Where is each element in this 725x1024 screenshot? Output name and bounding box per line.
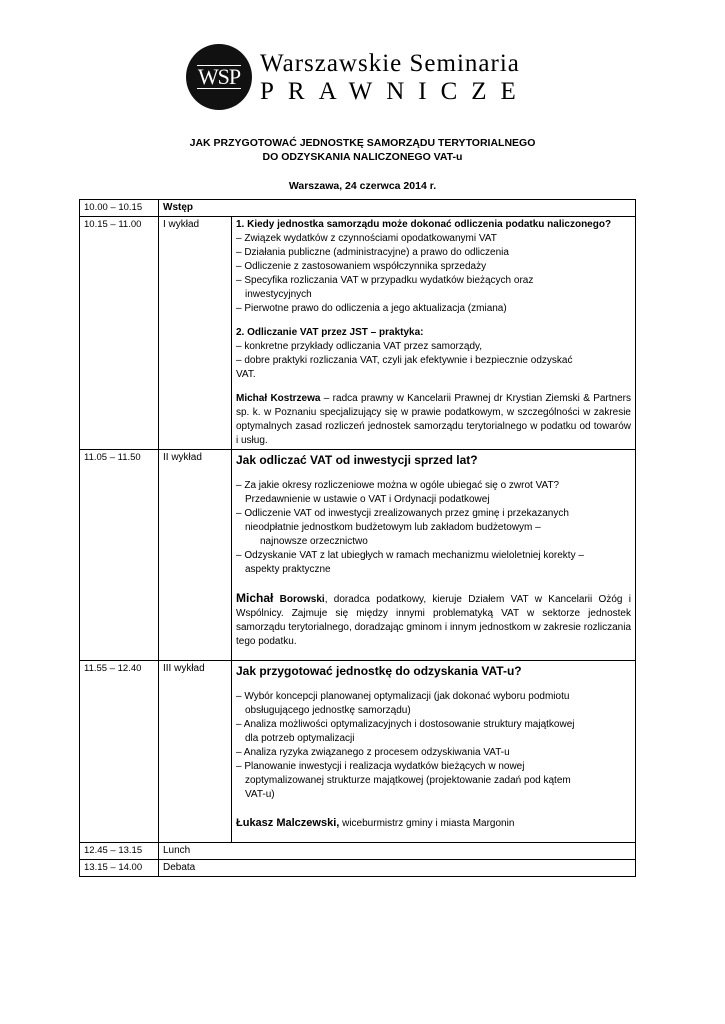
list-item: – Odliczenie VAT od inwestycji zrealizowanych przez gminę i przekazanych [236, 508, 569, 519]
speaker-bio [236, 392, 631, 448]
list-item-cont: najnowsze orzecznictwo [260, 536, 368, 547]
speaker-description: – radca prawny w Kancelarii Prawnej dr Krystian Ziemski & Partners sp. k. w Poznaniu specjalizujący się w prawie podatkowym, w szczególności w zakresie optymalnych zasad rozliczeń jednostek samorządu terytorialnego w podatku od towarów i usług. [236, 393, 631, 446]
document-date: Warszawa, 24 czerwca 2014 r. [288, 180, 437, 192]
list-item-cont: obsługującego jednostkę samorządu) [245, 705, 411, 716]
row-time: 11.55 – 12.40 [80, 661, 159, 843]
table-row [80, 843, 636, 860]
schedule-table [79, 199, 636, 877]
row-label: Debata [159, 860, 636, 877]
lecture-content [232, 217, 636, 450]
list-item-cont: VAT. [236, 369, 256, 380]
speaker-last-name: Borowski [273, 594, 325, 605]
lecture-title: Jak odliczać VAT od inwestycji sprzed lat? [236, 453, 478, 467]
wsp-logo-mark: WSP [186, 44, 252, 110]
list-item-cont: VAT-u) [245, 789, 275, 800]
table-row [80, 860, 636, 877]
speaker-description: wiceburmistrz gminy i miasta Margonin [339, 818, 515, 829]
speaker-name: Michał Kostrzewa [236, 393, 321, 404]
section-heading: 2. Odliczanie VAT przez JST – praktyka: [236, 327, 424, 338]
list-item: – Działania publiczne (administracyjne) a prawo do odliczenia [236, 247, 509, 258]
document-title-line2: DO ODZYSKANIA NALICZONEGO VAT-u [262, 151, 463, 163]
row-time: 10.00 – 10.15 [80, 200, 159, 217]
document-title-line1: JAK PRZYGOTOWAĆ JEDNOSTKĘ SAMORZĄDU TERYTORIALNEGO [189, 137, 536, 149]
row-label: I wykład [159, 217, 232, 450]
list-item-cont: zoptymalizowanej strukturze majątkowej (projektowanie zadań pod kątem [245, 775, 571, 786]
lecture-title: Jak przygotować jednostkę do odzyskania VAT-u? [236, 664, 522, 678]
speaker-first-name: Michał [236, 591, 274, 605]
list-item: – Analiza możliwości optymalizacyjnych i dostosowanie struktury majątkowej [236, 719, 575, 730]
speaker-name: Łukasz Malczewski, [236, 817, 340, 829]
list-item-cont: Przedawnienie w ustawie o VAT i Ordynacji podatkowej [245, 494, 490, 505]
list-item: – Za jakie okresy rozliczeniowe można w ogóle ubiegać się o zwrot VAT? [236, 480, 560, 491]
row-label: III wykład [159, 661, 232, 843]
wsp-logo [186, 44, 546, 122]
table-row [80, 661, 636, 843]
list-item: – Planowanie inwestycji i realizacja wydatków bieżących w nowej [236, 761, 525, 772]
logo-name-line2: PRAWNICZE [260, 78, 530, 105]
table-row [80, 200, 636, 217]
list-item-cont: inwestycyjnych [245, 289, 312, 300]
row-time: 10.15 – 11.00 [80, 217, 159, 450]
list-item: – Związek wydatków z czynnościami opodatkowanymi VAT [236, 233, 497, 244]
list-item: – Wybór koncepcji planowanej optymalizacji (jak dokonać wyboru podmiotu [236, 691, 570, 702]
logo-name-line1: Warszawskie Seminaria [260, 50, 520, 77]
row-label: II wykład [159, 450, 232, 661]
table-row [80, 450, 636, 661]
list-item-cont: aspekty praktyczne [245, 564, 331, 575]
table-row [80, 217, 636, 450]
speaker-description: , doradca podatkowy, kieruje Działem VAT w Kancelarii Ożóg i Wspólnicy. Zajmuje się między innymi problematyką VAT w sektorze jednostek samorządu terytorialnego, doradzając gminom i innym jednostkom w zakresie rozliczania tego podatku. [236, 594, 631, 647]
list-item: – Odzyskanie VAT z lat ubiegłych w ramach mechanizmu wieloletniej korekty – [236, 550, 584, 561]
speaker-bio [236, 591, 631, 649]
list-item: – Specyfika rozliczania VAT w przypadku wydatków bieżących oraz [236, 275, 534, 286]
list-item: – Pierwotne prawo do odliczenia a jego aktualizacja (zmiana) [236, 303, 507, 314]
row-time: 13.15 – 14.00 [80, 860, 159, 877]
list-item: – Odliczenie z zastosowaniem współczynnika sprzedaży [236, 261, 487, 272]
list-item: – konkretne przykłady odliczania VAT przez samorządy, [236, 341, 483, 352]
list-item-cont: dla potrzeb optymalizacji [245, 733, 355, 744]
list-item: – dobre praktyki rozliczania VAT, czyli jak efektywnie i bezpiecznie odzyskać [236, 355, 573, 366]
row-label: Wstęp [159, 200, 636, 217]
list-item: – Analiza ryzyka związanego z procesem odzyskiwania VAT-u [236, 747, 510, 758]
row-time: 12.45 – 13.15 [80, 843, 159, 860]
lecture-content [232, 661, 636, 843]
section-heading: 1. Kiedy jednostka samorządu może dokonać odliczenia podatku naliczonego? [236, 219, 612, 230]
list-item-cont: nieodpłatnie jednostkom budżetowym lub zakładom budżetowym – [245, 522, 541, 533]
speaker-bio [236, 816, 631, 831]
lecture-content [232, 450, 636, 661]
row-time: 11.05 – 11.50 [80, 450, 159, 661]
row-label: Lunch [159, 843, 636, 860]
